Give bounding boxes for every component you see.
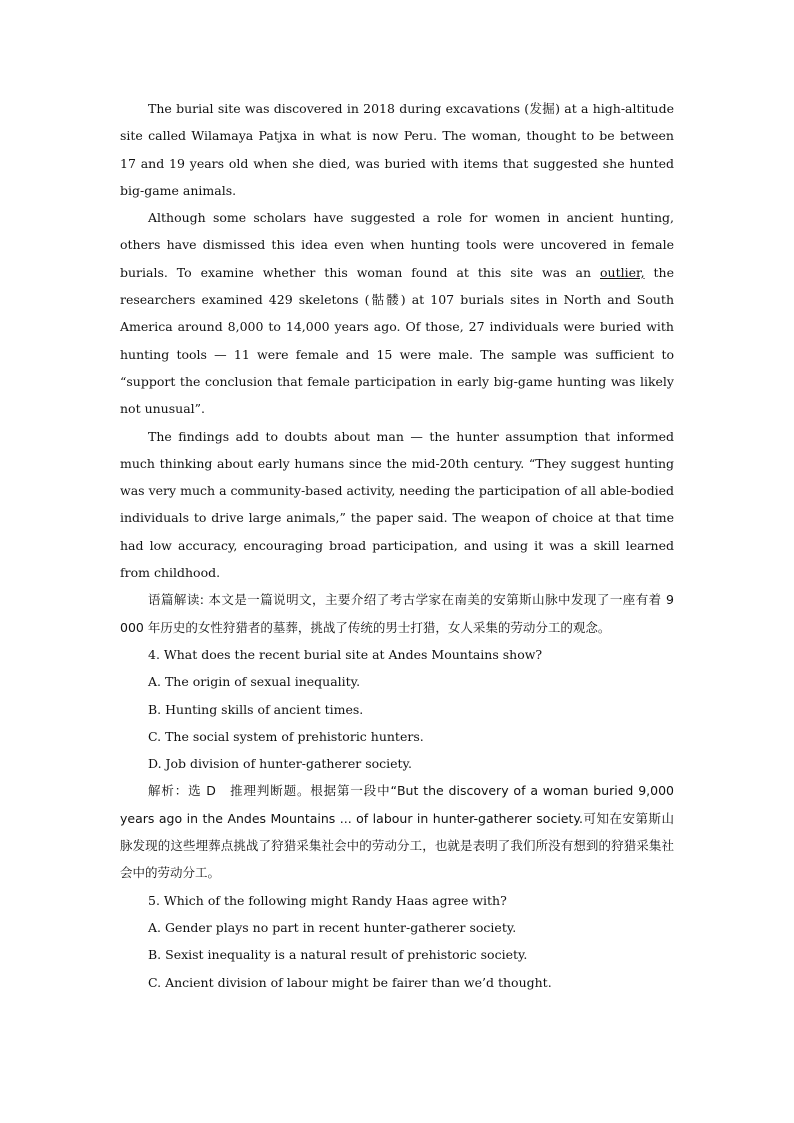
q5-option-c: C. Ancient division of labour might be fairer than we’d thought. [148, 974, 552, 990]
q4-option-d: D. Job division of hunter-gatherer society. [148, 756, 412, 772]
question-5: 5. Which of the following might Randy Haas agree with? [148, 892, 507, 908]
passage-paragraph-1: The burial site was discovered in 2018 during excavations (发掘) at a high-altitude site called Wilamaya Patjxa in what is now Peru. The woman, thought to be between 17 and 19 years old when she died, was buried with items that suggested she hunted big-game animals. [120, 101, 674, 198]
passage-paragraph-3: The findings add to doubts about man — the hunter assumption that informed much thinking about early humans since the mid-20th century. “They suggest hunting was very much a community-based activity, needing the participation of all able-bodied individuals to drive large animals,” the paper said. The weapon of choice at that time had low accuracy, encouraging broad participation, and using it was a skill learned from childhood. [120, 428, 674, 581]
passage-analysis: 语篇解读: 本文是一篇说明文，主要介绍了考古学家在南美的安第斯山脉中发现了一座有着 9 000 年历史的女性狩猎者的墓葬，挑战了传统的男士打猎，女人采集的劳动分工的观念。 [120, 592, 674, 635]
question-4: 4. What does the recent burial site at Andes Mountains show? [148, 646, 543, 662]
q4-option-c: C. The social system of prehistoric hunters. [148, 728, 424, 744]
underlined-word-outlier: outlier, [600, 264, 645, 280]
paragraph-2-text-end: the researchers examined 429 skeletons (骷髅) at 107 burials sites in North and South America around 8,000 to 14,000 years ago. Of those, 27 individuals were buried with hunting tools — 11 were female and 15 were male. The sample was sufficient to “support the conclusion that female participation in early big-game hunting was likely not unusual”. [120, 264, 674, 417]
passage-paragraph-2 [120, 204, 674, 422]
q4-option-b: B. Hunting skills of ancient times. [148, 701, 364, 717]
q4-option-a: A. The origin of sexual inequality. [148, 674, 361, 690]
q5-option-b: B. Sexist inequality is a natural result of prehistoric society. [148, 947, 528, 963]
q5-option-a: A. Gender plays no part in recent hunter-gatherer society. [148, 919, 517, 935]
q4-explanation: 解析：选 D 推理判断题。根据第一段中“But the discovery of a woman buried 9,000 years ago in the Andes Mountains ... of labour in hunter-gatherer society.可知在安第斯山脉发现的这些埋葬点挑战了狩猎采集社会中的劳动分工，也就是表明了我们所没有想到的狩猎采集社会中的劳动分工。 [120, 783, 674, 881]
paragraph-2-text-start: Although some scholars have suggested a role for women in ancient hunting, others have dismissed this idea even when hunting tools were uncovered in female burials. To examine whether this woman found at this site was an [120, 210, 674, 280]
